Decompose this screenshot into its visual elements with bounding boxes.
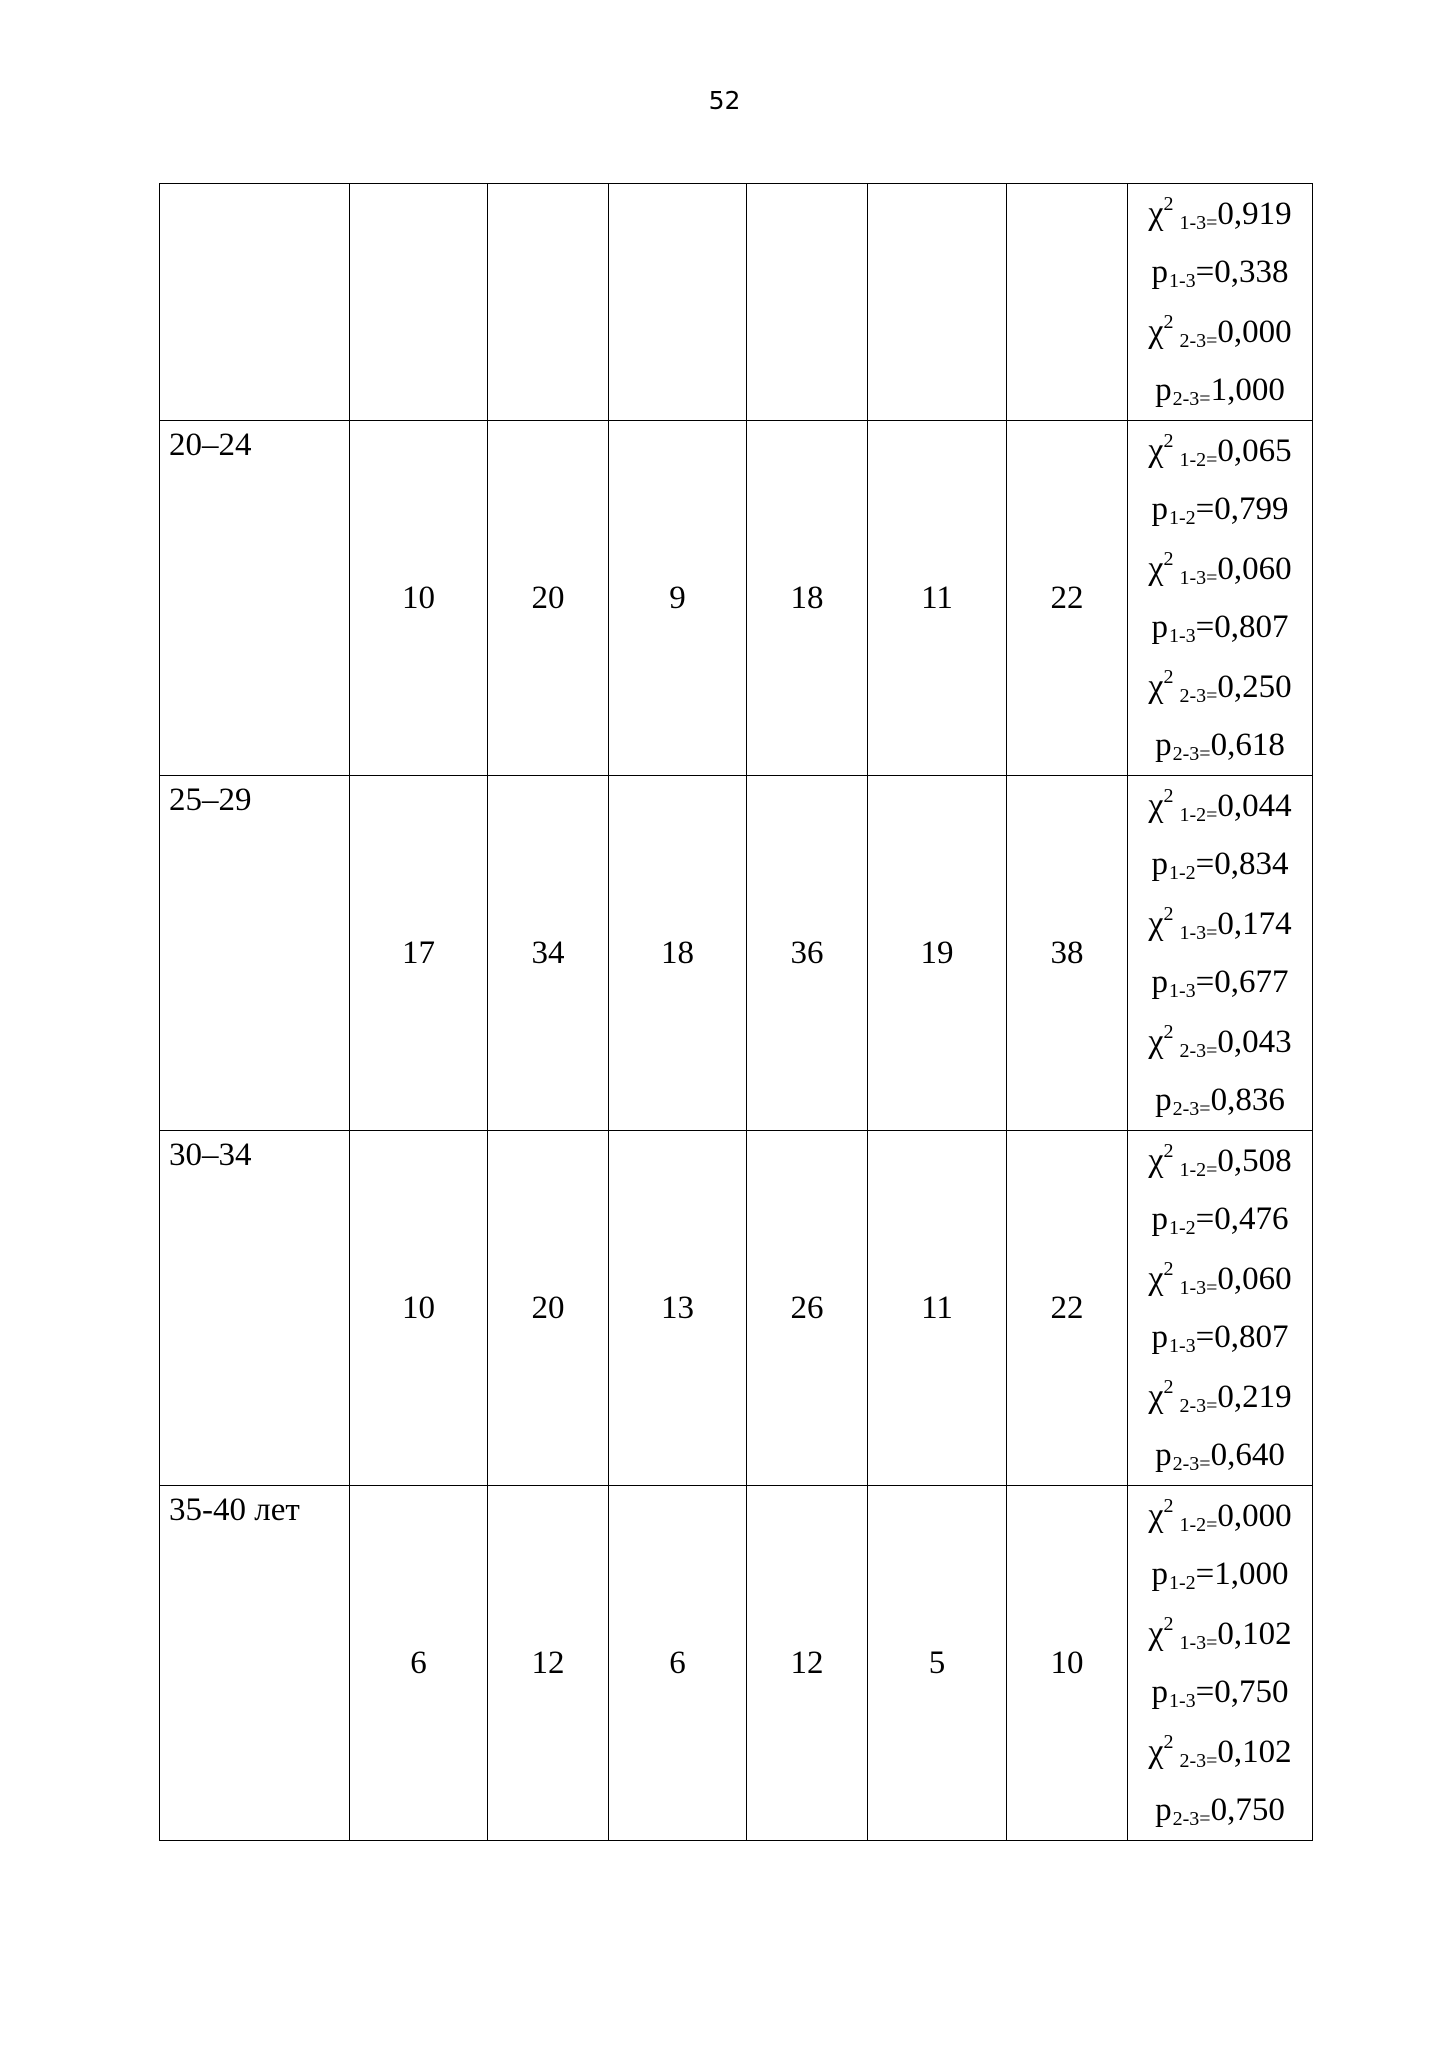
chi-square-line — [1128, 1604, 1312, 1663]
chi-square-line — [1128, 539, 1312, 598]
comparison-subscript: 1-3= — [1179, 1277, 1218, 1299]
statistics-cell — [1128, 1131, 1313, 1486]
age-group-label: 20–24 — [169, 427, 252, 463]
superscript: 2 — [1163, 666, 1174, 688]
p-symbol: p — [1151, 1674, 1168, 1710]
superscript: 2 — [1163, 1495, 1174, 1517]
comparison-subscript: 1-3 — [1168, 270, 1196, 292]
comparison-subscript: 1-2 — [1168, 862, 1196, 884]
chi-symbol: χ — [1148, 787, 1164, 824]
superscript: 2 — [1163, 1376, 1174, 1398]
table-row — [160, 184, 1313, 421]
value-cell: 10 — [1007, 1486, 1128, 1841]
p-value-line — [1128, 716, 1312, 775]
p-value-line — [1128, 1426, 1312, 1485]
value-cell — [350, 184, 488, 421]
superscript: 2 — [1163, 1021, 1174, 1043]
statistics-cell — [1128, 1486, 1313, 1841]
comparison-subscript: 1-2 — [1168, 507, 1196, 529]
p-value-line — [1128, 1545, 1312, 1604]
value-cell: 20 — [488, 421, 609, 776]
comparison-subscript: 2-3= — [1172, 743, 1211, 765]
value-cell: 11 — [868, 421, 1007, 776]
p-value-line — [1128, 243, 1312, 302]
p-symbol: p — [1151, 254, 1168, 290]
age-group-label: 30–34 — [169, 1137, 252, 1173]
stat-value: 0,000 — [1217, 314, 1292, 350]
chi-square-line — [1128, 894, 1312, 953]
superscript: 2 — [1163, 193, 1174, 215]
comparison-subscript: 2-3= — [1172, 388, 1211, 410]
p-symbol: p — [1155, 1792, 1172, 1828]
stat-value: 0,836 — [1210, 1082, 1285, 1118]
p-symbol: p — [1155, 727, 1172, 763]
value-cell: 18 — [747, 421, 868, 776]
table-row — [160, 1131, 1313, 1486]
age-group-label — [169, 184, 349, 187]
p-value-line — [1128, 953, 1312, 1012]
table-row — [160, 421, 1313, 776]
p-value-line — [1128, 361, 1312, 420]
value-cell — [488, 184, 609, 421]
chi-symbol: χ — [1148, 668, 1164, 705]
page-number: 52 — [708, 86, 741, 115]
chi-symbol: χ — [1148, 1378, 1164, 1415]
comparison-subscript: 1-3= — [1179, 567, 1218, 589]
p-symbol: p — [1155, 372, 1172, 408]
p-value-line — [1128, 598, 1312, 657]
value-cell: 12 — [747, 1486, 868, 1841]
stat-value: 0,618 — [1210, 727, 1285, 763]
p-symbol: p — [1155, 1437, 1172, 1473]
superscript: 2 — [1163, 311, 1174, 333]
value-cell: 18 — [609, 776, 747, 1131]
stat-value: 0,043 — [1217, 1024, 1292, 1060]
stat-value: 0,250 — [1217, 669, 1292, 705]
superscript: 2 — [1163, 1258, 1174, 1280]
chi-square-line — [1128, 302, 1312, 361]
stat-value: 1,000 — [1210, 372, 1285, 408]
value-cell: 5 — [868, 1486, 1007, 1841]
comparison-subscript: 1-2 — [1168, 1217, 1196, 1239]
comparison-subscript: 1-3 — [1168, 980, 1196, 1002]
comparison-subscript: 1-2= — [1179, 1514, 1218, 1536]
comparison-subscript: 2-3= — [1172, 1453, 1211, 1475]
chi-square-line — [1128, 776, 1312, 835]
stat-value: 0,640 — [1210, 1437, 1285, 1473]
p-symbol: p — [1155, 1082, 1172, 1118]
stat-value: =0,834 — [1195, 846, 1289, 882]
comparison-subscript: 1-2 — [1168, 1572, 1196, 1594]
stat-value: =1,000 — [1195, 1556, 1289, 1592]
chi-symbol: χ — [1148, 1023, 1164, 1060]
stat-value: =0,677 — [1195, 964, 1289, 1000]
stat-value: 0,174 — [1217, 906, 1292, 942]
comparison-subscript: 1-3 — [1168, 1335, 1196, 1357]
p-value-line — [1128, 1190, 1312, 1249]
p-symbol: p — [1151, 846, 1168, 882]
chi-symbol: χ — [1148, 1142, 1164, 1179]
p-symbol: p — [1151, 1319, 1168, 1355]
comparison-subscript: 2-3= — [1179, 330, 1218, 352]
age-group-label: 25–29 — [169, 782, 252, 818]
comparison-subscript: 2-3= — [1179, 685, 1218, 707]
stat-value: =0,807 — [1195, 609, 1289, 645]
p-symbol: p — [1151, 964, 1168, 1000]
value-cell: 11 — [868, 1131, 1007, 1486]
value-cell: 36 — [747, 776, 868, 1131]
chi-square-line — [1128, 421, 1312, 480]
comparison-subscript: 2-3= — [1179, 1040, 1218, 1062]
statistics-table — [159, 183, 1313, 1841]
chi-symbol: χ — [1148, 195, 1164, 232]
superscript: 2 — [1163, 1140, 1174, 1162]
value-cell: 26 — [747, 1131, 868, 1486]
chi-symbol: χ — [1148, 313, 1164, 350]
value-cell: 6 — [609, 1486, 747, 1841]
stat-value: 0,102 — [1217, 1734, 1292, 1770]
comparison-subscript: 1-2= — [1179, 449, 1218, 471]
comparison-subscript: 1-2= — [1179, 804, 1218, 826]
value-cell: 17 — [350, 776, 488, 1131]
value-cell: 22 — [1007, 421, 1128, 776]
comparison-subscript: 1-3 — [1168, 625, 1196, 647]
value-cell: 34 — [488, 776, 609, 1131]
comparison-subscript: 1-3= — [1179, 212, 1218, 234]
chi-symbol: χ — [1148, 1497, 1164, 1534]
value-cell: 10 — [350, 1131, 488, 1486]
statistics-cell — [1128, 421, 1313, 776]
stat-value: =0,799 — [1195, 491, 1289, 527]
comparison-subscript: 2-3= — [1179, 1750, 1218, 1772]
value-cell: 22 — [1007, 1131, 1128, 1486]
superscript: 2 — [1163, 1731, 1174, 1753]
chi-symbol: χ — [1148, 432, 1164, 469]
statistics-cell — [1128, 184, 1313, 421]
value-cell — [747, 184, 868, 421]
chi-square-line — [1128, 1249, 1312, 1308]
age-group-cell — [160, 1131, 350, 1486]
age-group-cell — [160, 421, 350, 776]
stat-value: 0,508 — [1217, 1143, 1292, 1179]
comparison-subscript: 1-3= — [1179, 1632, 1218, 1654]
value-cell — [609, 184, 747, 421]
stat-value: 0,000 — [1217, 1498, 1292, 1534]
value-cell: 19 — [868, 776, 1007, 1131]
superscript: 2 — [1163, 785, 1174, 807]
value-cell — [868, 184, 1007, 421]
chi-symbol: χ — [1148, 550, 1164, 587]
p-symbol: p — [1151, 609, 1168, 645]
chi-square-line — [1128, 1131, 1312, 1190]
chi-symbol: χ — [1148, 905, 1164, 942]
age-group-cell — [160, 184, 350, 421]
p-symbol: p — [1151, 1556, 1168, 1592]
chi-symbol: χ — [1148, 1260, 1164, 1297]
age-group-label: 35-40 лет — [169, 1492, 300, 1528]
stat-value: 0,060 — [1217, 1261, 1292, 1297]
value-cell — [1007, 184, 1128, 421]
statistics-cell — [1128, 776, 1313, 1131]
stat-value: =0,338 — [1195, 254, 1289, 290]
value-cell: 13 — [609, 1131, 747, 1486]
table-row — [160, 1486, 1313, 1841]
chi-square-line — [1128, 657, 1312, 716]
p-value-line — [1128, 1663, 1312, 1722]
chi-symbol: χ — [1148, 1615, 1164, 1652]
chi-square-line — [1128, 1486, 1312, 1545]
stat-value: 0,065 — [1217, 433, 1292, 469]
comparison-subscript: 2-3= — [1179, 1395, 1218, 1417]
comparison-subscript: 1-3 — [1168, 1690, 1196, 1712]
superscript: 2 — [1163, 903, 1174, 925]
superscript: 2 — [1163, 1613, 1174, 1635]
chi-square-line — [1128, 184, 1312, 243]
p-symbol: p — [1151, 491, 1168, 527]
chi-square-line — [1128, 1012, 1312, 1071]
comparison-subscript: 1-2= — [1179, 1159, 1218, 1181]
stat-value: 0,750 — [1210, 1792, 1285, 1828]
stat-value: 0,044 — [1217, 788, 1292, 824]
p-value-line — [1128, 480, 1312, 539]
stat-value: =0,750 — [1195, 1674, 1289, 1710]
superscript: 2 — [1163, 430, 1174, 452]
stat-value: 0,060 — [1217, 551, 1292, 587]
comparison-subscript: 1-3= — [1179, 922, 1218, 944]
chi-symbol: χ — [1148, 1733, 1164, 1770]
value-cell: 38 — [1007, 776, 1128, 1131]
value-cell: 9 — [609, 421, 747, 776]
p-value-line — [1128, 1308, 1312, 1367]
value-cell: 20 — [488, 1131, 609, 1486]
stat-value: 0,919 — [1217, 196, 1292, 232]
superscript: 2 — [1163, 548, 1174, 570]
table-body — [160, 184, 1313, 1841]
stat-value: 0,102 — [1217, 1616, 1292, 1652]
p-value-line — [1128, 1071, 1312, 1130]
age-group-cell — [160, 776, 350, 1131]
chi-square-line — [1128, 1722, 1312, 1781]
value-cell: 6 — [350, 1486, 488, 1841]
value-cell: 12 — [488, 1486, 609, 1841]
comparison-subscript: 2-3= — [1172, 1808, 1211, 1830]
stat-value: =0,807 — [1195, 1319, 1289, 1355]
stat-value: 0,219 — [1217, 1379, 1292, 1415]
age-group-cell — [160, 1486, 350, 1841]
p-value-line — [1128, 835, 1312, 894]
p-value-line — [1128, 1781, 1312, 1840]
value-cell: 10 — [350, 421, 488, 776]
p-symbol: p — [1151, 1201, 1168, 1237]
comparison-subscript: 2-3= — [1172, 1098, 1211, 1120]
table-row — [160, 776, 1313, 1131]
stat-value: =0,476 — [1195, 1201, 1289, 1237]
chi-square-line — [1128, 1367, 1312, 1426]
